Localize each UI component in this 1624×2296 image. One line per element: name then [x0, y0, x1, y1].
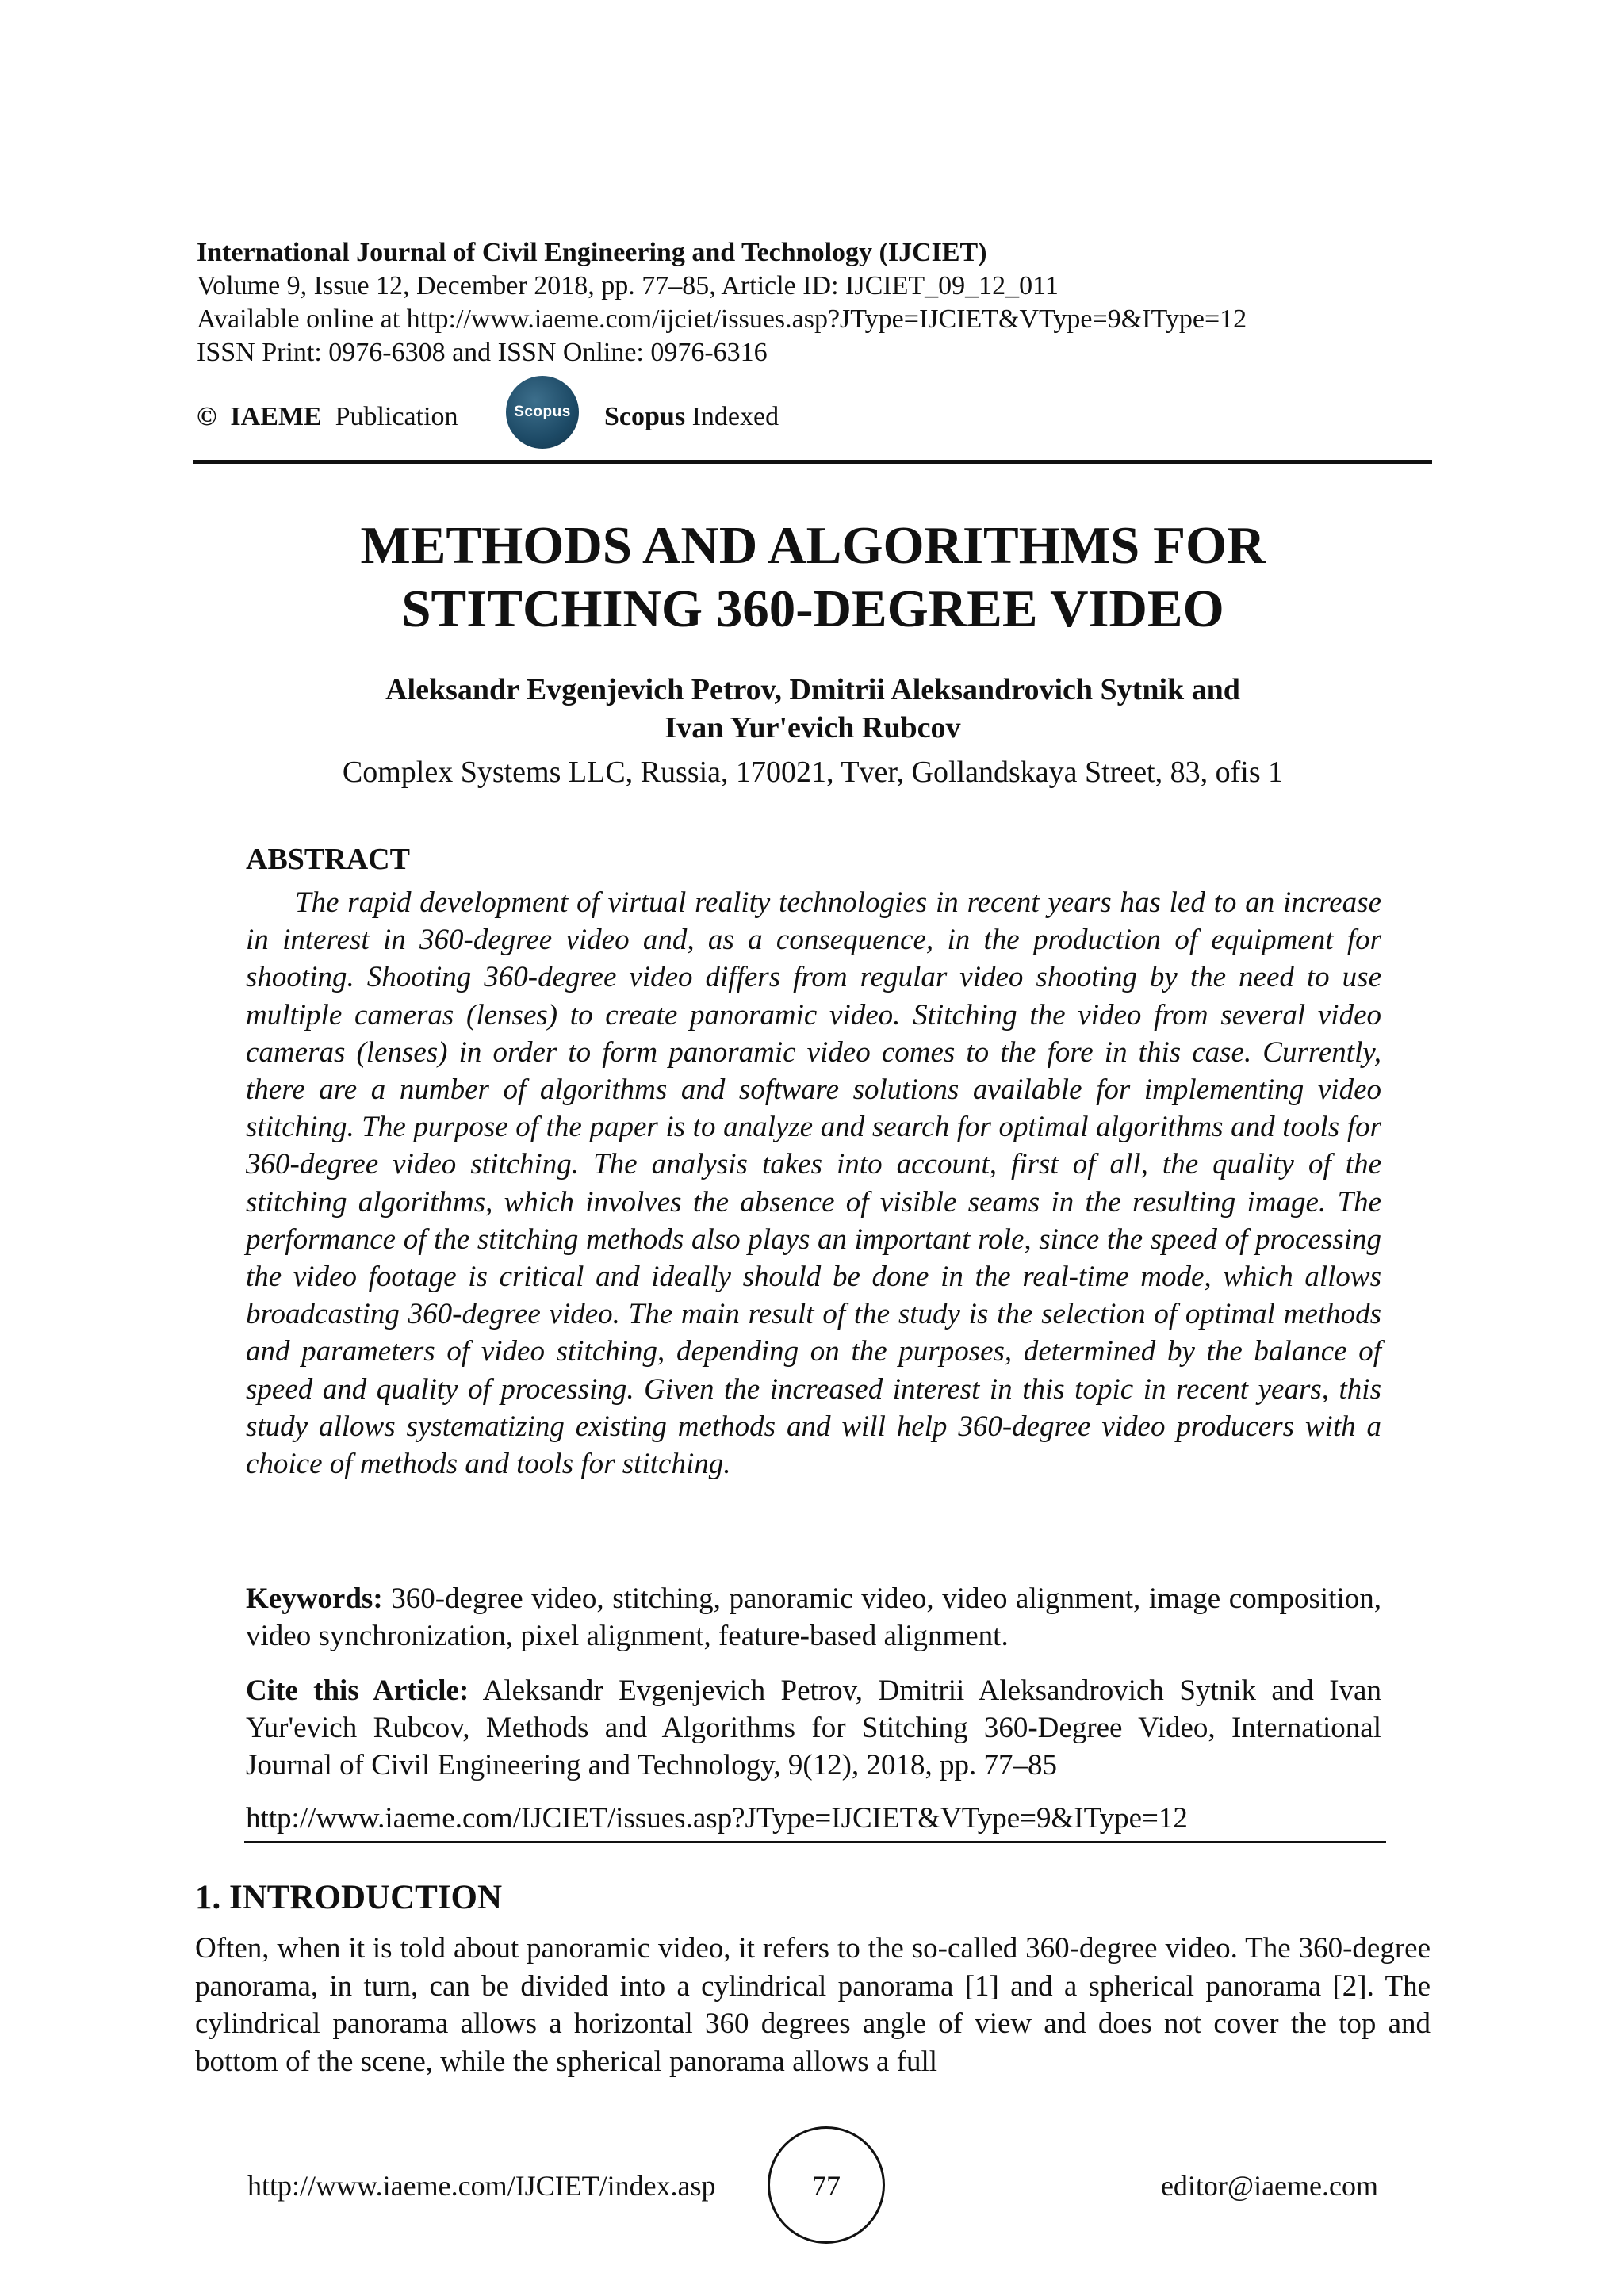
abstract-heading: ABSTRACT	[246, 843, 410, 876]
availability-url: Available online at http://www.iaeme.com/ijciet/issues.asp?JType=IJCIET&VType=9&IType=12	[197, 304, 1247, 334]
introduction-text: Often, when it is told about panoramic video, it refers to the so-called 360-degree video. The 360-degree panorama, in turn, can be divided into a cylindrical panorama [1] and a spherical panorama [2]. The cylindrical panorama allows a horizontal 360 degrees angle of view and does not cover the top and bottom of the scene, while the spherical panorama allows a full	[195, 1932, 1431, 2078]
publisher-name: IAEME	[230, 402, 322, 431]
abstract-text: The rapid development of virtual reality technologies in recent years has led to an increase in interest in 360-degree video and, as a consequence, in the production of equipment for shooting. Shooting 360-degree video differs from regular video shooting by the need to use multiple cameras (lenses) to create panoramic video. Stitching the video from several video cameras (lenses) in order to form panoramic video comes to the fore in this case. Currently, there are a number of algorithms and software solutions available for implementing video stitching. The purpose of the paper is to analyze and search for optimal algorithms and tools for 360-degree video stitching. The analysis takes into account, first of all, the quality of the stitching algorithms, which involves the absence of visible seams in the resulting image. The performance of the stitching methods also plays an important role, since the speed of processing the video footage is critical and ideally should be done in the real-time mode, which allows broadcasting 360-degree video. The main result of the study is the selection of optimal methods and parameters of video stitching, depending on the purposes, determined by the balance of speed and quality of processing. Given the increased interest in this topic in recent years, this study allows systematizing existing methods and will help 360-degree video producers with a choice of methods and tools for stitching.	[246, 886, 1381, 1481]
cite-text: Aleksandr Evgenjevich Petrov, Dmitrii Aleksandrovich Sytnik and Ivan Yur'evich Rubcov, Methods and Algorithms for Stitching 360-Degree Video, International Journal of Civil Engineering and Technology, 9(12), 2018, pp. 77–85	[246, 1674, 1381, 1781]
journal-name: International Journal of Civil Engineering and Technology (IJCIET)	[197, 238, 987, 267]
cite-article	[246, 1672, 1381, 1784]
keywords	[246, 1580, 1381, 1655]
page-number: 77	[812, 2170, 841, 2202]
authors-line-2: Ivan Yur'evich Rubcov	[665, 711, 961, 744]
keywords-text: 360-degree video, stitching, panoramic video, video alignment, image composition, video synchronization, pixel alignment, feature-based alignment.	[246, 1582, 1381, 1652]
scopus-label: Scopus	[604, 402, 686, 431]
title-line-2: STITCHING 360-DEGREE VIDEO	[401, 580, 1224, 638]
publisher-line	[197, 400, 458, 434]
issn-info: ISSN Print: 0976-6308 and ISSN Online: 0976-6316	[197, 338, 768, 367]
affiliation: Complex Systems LLC, Russia, 170021, Tver, Gollandskaya Street, 83, ofis 1	[342, 756, 1284, 789]
cite-link[interactable]: http://www.iaeme.com/IJCIET/issues.asp?JType=IJCIET&VType=9&IType=12	[246, 1802, 1188, 1835]
scopus-indexed	[604, 400, 779, 434]
scopus-logo-icon: Scopus	[506, 376, 579, 449]
keywords-label: Keywords:	[246, 1582, 383, 1615]
authors	[193, 671, 1432, 747]
footer-email[interactable]: editor@iaeme.com	[1160, 2170, 1378, 2202]
publisher-suffix: Publication	[335, 402, 458, 431]
title-line-1: METHODS AND ALGORITHMS FOR	[360, 516, 1266, 575]
footer-journal-link[interactable]: http://www.iaeme.com/IJCIET/index.asp	[247, 2170, 716, 2202]
volume-info: Volume 9, Issue 12, December 2018, pp. 77–85, Article ID: IJCIET_09_12_011	[197, 271, 1059, 300]
authors-line-1: Aleksandr Evgenjevich Petrov, Dmitrii Aleksandrovich Sytnik and	[385, 673, 1240, 706]
header-divider	[193, 460, 1432, 464]
paper-title	[193, 514, 1432, 641]
cite-divider	[244, 1841, 1386, 1843]
copyright-symbol: ©	[197, 402, 217, 431]
section-heading-introduction: 1. INTRODUCTION	[195, 1879, 503, 1916]
cite-label: Cite this Article:	[246, 1674, 469, 1707]
indexed-label: Indexed	[691, 402, 779, 431]
